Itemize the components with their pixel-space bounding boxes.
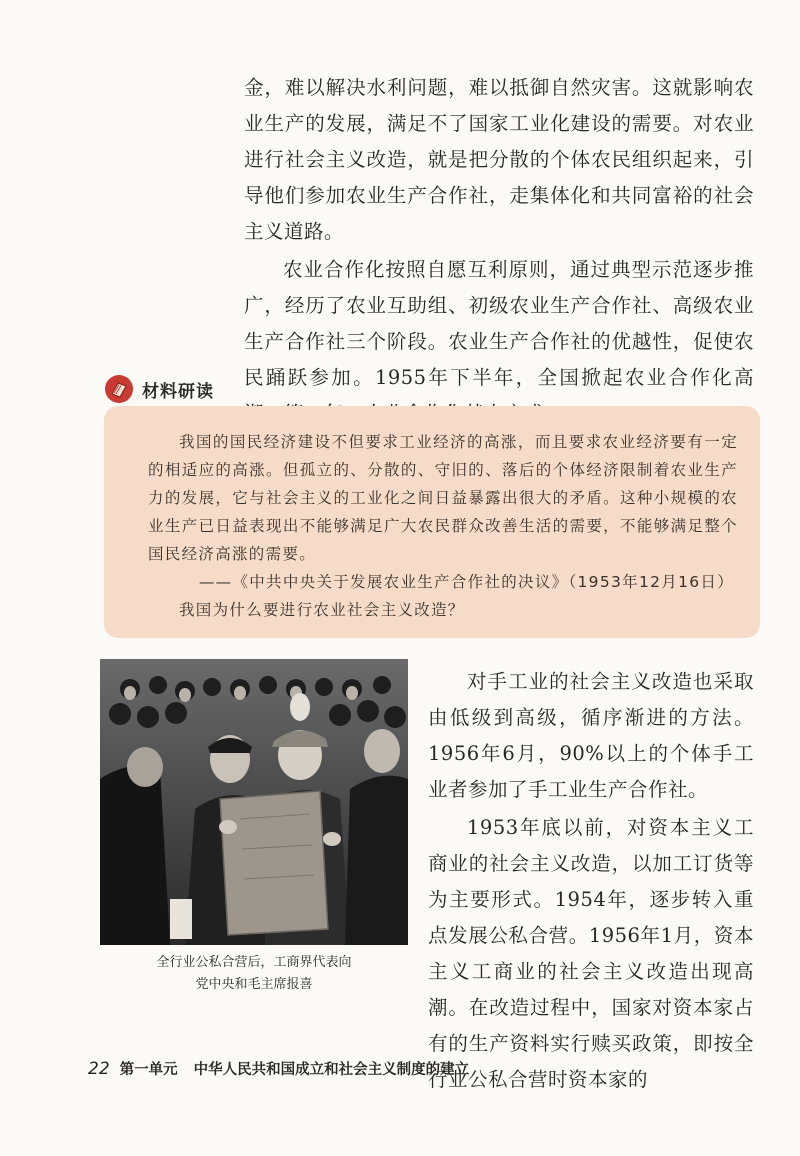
page-footer [88,1058,469,1079]
top-text-block [244,70,754,432]
book-icon [104,374,134,404]
paragraph: 农业合作化按照自愿互利原则，通过典型示范逐步推广，经历了农业互助组、初级农业生产合作社、高级农业生产合作社三个阶段。农业生产合作社的优越性，促使农民踊跃参加。1955年下半年，全国掀起农业合作化高 [244,258,754,389]
right-text-block [428,664,754,1098]
material-quote: 我国的国民经济建设不但要求工业经济的高涨，而且要求农业经济要有一定的相适应的高涨。但孤立的、分散的、守旧的、落后的个体经济限制着农业生产力的发展，它与社会主义的工业化之间日益暴露出很大的矛盾。这种小规模的农业生产已日益表现出不能够满足广大农民群众改善生活的需要，不能够满足整个国民经济高涨的需要。 [148,433,738,563]
material-reading-box [104,406,760,638]
paragraph: 1953年底以前，对资本主义工商业的社会主义改造，以加工订货等为主要形式。1954年，逐步转入重点发展公私合营。1956年1月，资本主义工商业的社会主义改造出现高潮。在改造过程中，国家对资本家占有的生产资料实行赎买政策，即按全行业公私合营时资本家的 [428,816,754,1091]
paragraph: 金，难以解决水利问题，难以抵御自然灾害。这就影响农业生产的发展，满足不了国家工业化建设的需要。对农业进行社会主义改造，就是把分散的个体农民组织起来，引导他们参加农业生产合作社，走集体化和共同富裕的社会主义道路。 [244,76,754,243]
caption-line: 党中央和毛主席报喜 [195,977,313,992]
unit-title: 中华人民共和国成立和社会主义制度的建立 [193,1062,470,1078]
page-number: 22 [88,1059,110,1079]
material-source: ——《中共中央关于发展农业生产合作社的决议》（1953年12月16日） [198,573,734,591]
material-reading-header [104,372,214,406]
paragraph: 对手工业的社会主义改造也采取由低级到高级，循序渐进的方法。1956年6月，90%以上的个体手工业者参加了手工业生产合作社。 [428,670,754,801]
material-reading-title: 材料研读 [142,381,214,402]
material-question: 我国为什么要进行农业社会主义改造？ [179,601,465,619]
photo-caption [100,952,408,996]
historical-photo [100,659,408,945]
unit-label: 第一单元 [119,1062,178,1078]
caption-line: 全行业公私合营后，工商界代表向 [156,955,352,970]
